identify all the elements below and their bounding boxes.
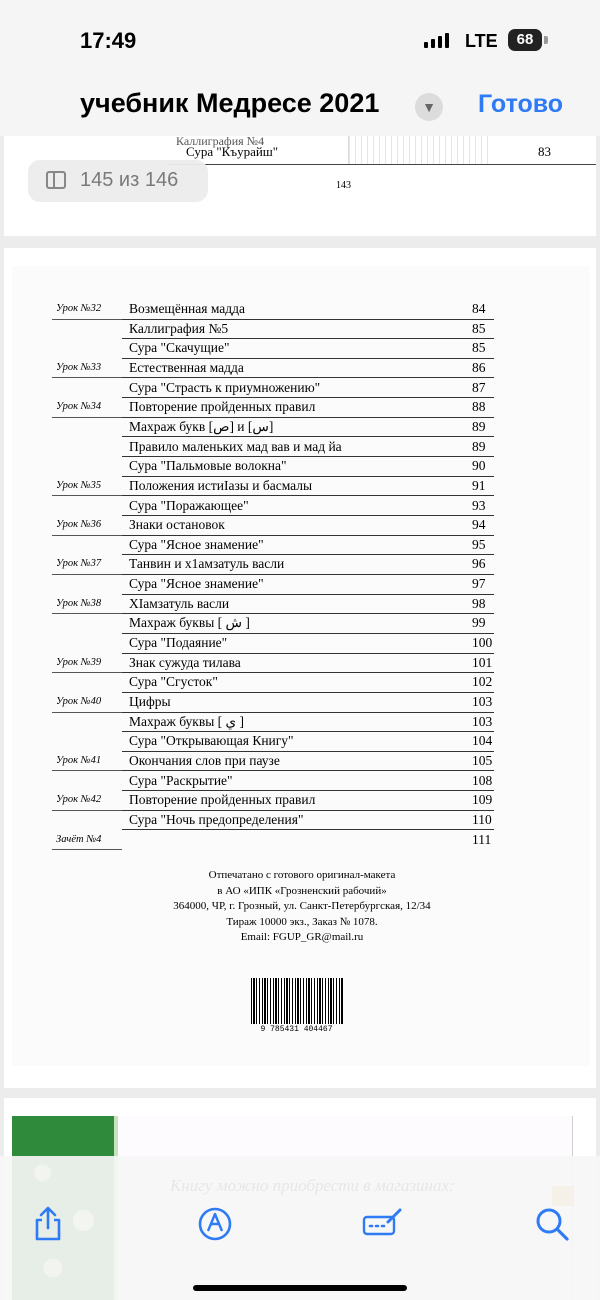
toc-row	[12, 575, 588, 595]
toc-entry-page: 94	[472, 517, 486, 533]
battery-tip	[544, 36, 548, 44]
toc-entry-page: 110	[472, 811, 492, 827]
annotate-icon[interactable]	[362, 1204, 402, 1244]
cut-line-text: Каллиграфия №4	[176, 136, 265, 148]
toc-entry-title: Сура "Ясное знамение"	[129, 536, 264, 552]
toc-entry-page: 105	[472, 752, 493, 768]
toc-entry-page: 91	[472, 477, 486, 493]
imprint-line: Тираж 10000 экз., Заказ № 1078.	[226, 915, 378, 928]
sidebar-icon	[46, 171, 66, 189]
scan-grid-artifact	[348, 136, 489, 164]
toc-entry-title: Повторение пройденных правил	[129, 792, 316, 808]
toc-row	[12, 398, 588, 418]
toc-entry-page: 83	[538, 144, 551, 159]
done-button[interactable]: Готово	[478, 90, 564, 118]
toc-lesson-label: Урок №36	[56, 519, 102, 531]
toc-entry-title: Положения истиIазы и басмалы	[129, 477, 313, 493]
toc-row	[12, 497, 588, 517]
toc-lesson-rule	[52, 849, 122, 850]
toc-row	[12, 752, 588, 772]
markup-icon[interactable]	[195, 1204, 235, 1244]
toc-entry-title: Возмещённая мадда	[129, 301, 246, 316]
toc-entry-page: 90	[472, 458, 486, 474]
imprint-line: в АО «ИПК «Грозненский рабочий»	[217, 884, 387, 897]
toc-row	[12, 516, 588, 536]
toc-entry-title: Танвин и х1амзатуль васли	[129, 556, 285, 572]
toc-entry-title: Сура "Пальмовые волокна"	[129, 458, 287, 474]
imprint-line: Email: FGUP_GR@mail.ru	[240, 931, 364, 943]
search-icon[interactable]	[532, 1204, 572, 1244]
toc-row	[12, 634, 588, 654]
toc-row	[12, 732, 588, 752]
toc-row	[12, 595, 588, 615]
toc-entry-title: Сура "Открывающая Книгу"	[129, 733, 294, 749]
toc-row	[12, 831, 588, 851]
toc-lesson-label: Урок №40	[56, 696, 102, 707]
toc-entry-page: 103	[472, 694, 493, 709]
toc-entry-page: 104	[472, 733, 493, 749]
toc-lesson-label: Урок №39	[56, 656, 102, 668]
toc-entry-page: 101	[472, 654, 493, 670]
toc-entry-title: Сура "Раскрытие"	[129, 772, 233, 788]
toc-entry-page: 84	[472, 301, 486, 316]
toc-entry-page: 103	[472, 713, 493, 729]
toc-entry-title: Цифры	[129, 694, 171, 709]
toc-lesson-label: Урок №32	[56, 303, 102, 314]
toc-row	[12, 536, 588, 556]
toc-entry-page: 87	[472, 379, 486, 395]
toc-entry-page: 100	[472, 635, 493, 651]
signal-icon	[424, 33, 449, 48]
toc-entry-title: Повторение пройденных правил	[129, 399, 316, 415]
toc-row	[12, 654, 588, 674]
page-145-scan	[12, 266, 590, 1066]
chevron-down-icon[interactable]: ▼	[415, 93, 443, 121]
toc-lesson-label: Урок №34	[56, 401, 102, 413]
toc-lesson-label: Урок №41	[56, 754, 102, 766]
toc-entry-title: Сура "Сгусток"	[129, 674, 218, 690]
imprint-line: 364000, ЧР, г. Грозный, ул. Санкт-Петербургская, 12/34	[173, 900, 431, 912]
status-bar	[0, 0, 600, 80]
toc-entry-title: Сура "Подаяние"	[129, 635, 228, 651]
toc-row	[12, 614, 588, 634]
barcode-bars	[251, 978, 343, 1024]
toc-entry-title: Сура "Поражающее"	[129, 497, 249, 513]
page-145[interactable]	[4, 248, 596, 1088]
toc-entry-page: 86	[472, 359, 486, 375]
toc-lesson-label: Урок №37	[56, 558, 102, 570]
toc-entry-title: Сура "Страсть к приумножению"	[129, 379, 321, 395]
toc-entry-title: Сура "Скачущие"	[129, 340, 230, 356]
toc-row	[12, 693, 588, 713]
page-counter-text: 145 из 146	[80, 169, 179, 191]
toc-entry-page: 111	[472, 831, 492, 847]
toc-row	[12, 320, 588, 340]
battery-icon: 68	[508, 29, 542, 51]
toc-entry-title: Сура "Ночь предопределения"	[129, 811, 304, 827]
toc-entry-title: Окончания слов при паузе	[129, 752, 280, 768]
toc-entry-page: 85	[472, 320, 486, 336]
network-type: LTE	[465, 31, 498, 51]
document-title[interactable]: учебник Медресе 2021	[80, 88, 380, 118]
toc-entry-title: Каллиграфия №5	[129, 320, 229, 336]
toc-entry-title: Махраж буквы [ ش ]	[129, 615, 250, 631]
status-time: 17:49	[80, 28, 137, 53]
toc-entry-page: 102	[472, 674, 493, 690]
toc-entry-page: 109	[472, 792, 493, 808]
toc-row	[12, 438, 588, 458]
toc-lesson-label: Урок №35	[56, 479, 102, 491]
toc-entry-page: 85	[472, 340, 486, 356]
toc-row	[12, 379, 588, 399]
toc-row	[12, 555, 588, 575]
toc-entry-title: Сура "Къурайш"	[186, 144, 279, 159]
toc-entry-page: 89	[472, 418, 486, 434]
barcode-number: 9 785431 404467	[260, 1025, 333, 1034]
toc-row	[12, 457, 588, 477]
toc-row	[12, 418, 588, 438]
toc-row	[12, 791, 588, 811]
toc-row	[12, 713, 588, 733]
toc-entry-page: 93	[472, 497, 486, 513]
toc-entry-page: 96	[472, 556, 486, 572]
toc-lesson-label: Урок №33	[56, 361, 102, 373]
share-icon[interactable]	[28, 1204, 68, 1244]
toc-row	[12, 772, 588, 792]
page-counter	[28, 160, 208, 202]
toc-row	[12, 359, 588, 379]
toc-row	[12, 339, 588, 359]
toc-entry-title: Сура "Ясное знамение"	[129, 576, 264, 592]
page-number: 143	[336, 180, 351, 191]
toc-entry-title: Махраж букв [ص] и [س]	[129, 418, 274, 434]
imprint-block	[162, 868, 442, 946]
toc-entry-title: Знаки остановок	[129, 517, 225, 533]
toc-entry-page: 99	[472, 615, 486, 631]
toc-entry-page: 95	[472, 536, 486, 552]
divider	[168, 164, 596, 165]
toc-row	[12, 300, 588, 320]
imprint-line: Отпечатано с готового оригинал-макета	[208, 869, 396, 881]
toc-entry-title: Знак сужуда тилава	[129, 654, 241, 670]
toc-row	[12, 477, 588, 497]
toc-lesson-label: Урок №38	[56, 597, 102, 609]
barcode	[245, 976, 348, 1036]
toc-entry-page: 97	[472, 576, 486, 592]
toc-lesson-label: Зачёт №4	[56, 833, 102, 845]
home-indicator[interactable]	[193, 1285, 407, 1291]
toc-lesson-label: Урок №42	[56, 794, 102, 806]
toc-row	[12, 673, 588, 693]
toc-entry-page: 108	[472, 772, 493, 788]
toc-entry-title: Махраж буквы [ ي ]	[129, 713, 244, 729]
toc-entry-title: Правило маленьких мад вав и мад йа	[129, 438, 342, 454]
toc-entry-page: 89	[472, 438, 486, 454]
nav-bar	[0, 80, 600, 136]
toc-row	[12, 811, 588, 831]
toc-entry-title: ХIамзатуль васли	[129, 595, 230, 611]
toc-entry-page: 98	[472, 595, 486, 611]
toc-entry-page: 88	[472, 399, 486, 415]
toc-entry-title: Естественная мадда	[129, 359, 244, 375]
bottom-toolbar	[0, 1156, 600, 1300]
